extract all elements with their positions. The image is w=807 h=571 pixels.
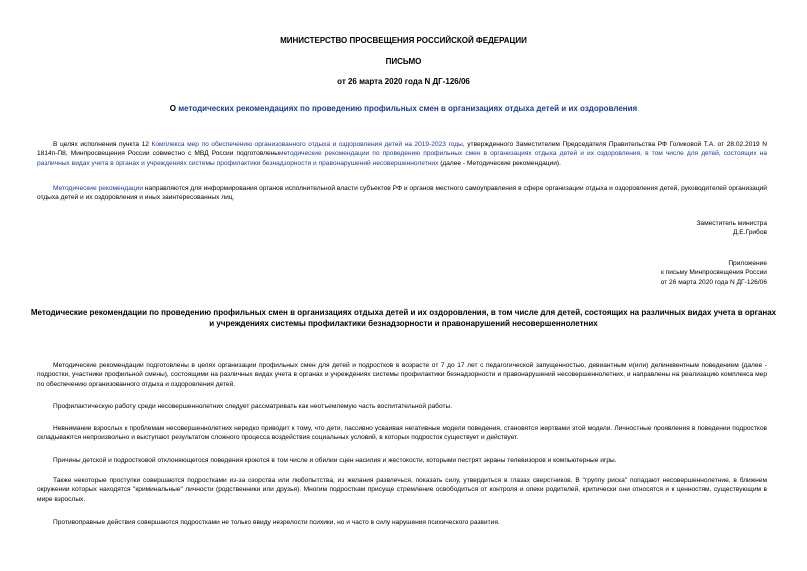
- complex-measures-link[interactable]: Комплекса мер по обеспечению организованного отдыха и оздоровления детей на 2019-2023 годы: [151, 141, 463, 148]
- recommendations-link[interactable]: Методические рекомендации: [53, 185, 144, 192]
- appendix-block: [661, 259, 767, 287]
- ministry-heading: МИНИСТЕРСТВО ПРОСВЕЩЕНИЯ РОССИЙСКОЙ ФЕДЕРАЦИИ: [280, 36, 527, 45]
- body-paragraph-3: Невнимание взрослых к проблемам несовершеннолетних нередко приводит к тому, что дети, пассивно усваивая негативные модели поведения, становятся жертвами этой модели. Личностные проявления в поведении подростков складываются непроизвольно и выступают результатом сложного процесса воздействия социальных условий, в которых подросток существует и действует.: [37, 425, 767, 442]
- body-paragraph-4: Причины детской и подростковой отклоняющегося поведения кроются в том числе и обилии сцен насилия и жестокости, которыми пестрят экраны телевизоров и компьютерные игры.: [53, 457, 617, 464]
- intro-text-2: , утвержденного Заместителем Председателя Правительства РФ Голиковой Т.А. от 28.02.2019 N 1814п-П8, Минпросвещения России совместно с МВД России подготовлены: [37, 141, 767, 158]
- subject-link[interactable]: методических рекомендациях по проведению профильных смен в организациях отдыха детей и их оздоровления: [178, 104, 638, 113]
- body-paragraph-5: Также некоторые проступки совершаются подростками из-за озорства или любопытства, из желания развлечься, показать силу, утвердиться в глазах сверстников. В "группу риска" попадают несовершеннолетние, в ближнем окружении которых находятся "криминальные" личности (родственники или друзья). Многим подросткам присуще стремление освободиться от контроля и опеки родителей, критически они относятся и к ценностям, существующим в мире взрослых.: [37, 477, 767, 503]
- intro-text-1: В целях исполнения пункта 12: [53, 141, 152, 148]
- paragraph-intro: [37, 140, 767, 168]
- signature-block: [696, 219, 767, 238]
- paragraph-distribution: [37, 184, 767, 203]
- distribution-text: направляются для информирования органов исполнительной власти субъектов РФ и органов местного самоуправления в сфере организации отдыха и оздоровления детей, руководителей организаций отдыха детей и их оздоровления и иных заинтересованных лиц.: [37, 185, 767, 202]
- body-paragraph-6: Противоправные действия совершаются подростками не только ввиду незрелости психики, но и часто в силу нарушения психического развития.: [53, 519, 500, 526]
- appendix-label: Приложение: [728, 260, 767, 267]
- intro-text-3: (далее - Методические рекомендации).: [438, 159, 561, 167]
- signature-position: Заместитель министра: [696, 220, 767, 227]
- signature-name: Д.Е.Грибов: [732, 229, 767, 237]
- doc-type-heading: ПИСЬМО: [385, 57, 422, 66]
- recommendations-title: Методические рекомендации по проведению профильных смен в организациях отдыха детей и их оздоровления, в том числе для детей, состоящих на различных видах учета в органах и учреждениях системы профилактики безнадзорности и правонарушений несовершеннолетних: [30, 308, 777, 328]
- body-paragraph-2: Профилактическую работу среди несовершеннолетних следует рассматривать как неотъемлемую часть воспитательной работы.: [53, 403, 453, 410]
- methodical-recommendations-link[interactable]: методические рекомендации по проведению профильных смен в организациях отдыха детей и их оздоровления, в том числе для детей, состоящих на различных видах учета в органах и учреждениях системы профилактики безнадзорности и правонарушений несовершеннолетних: [37, 150, 767, 167]
- body-paragraph-1: Методические рекомендации подготовлены в целях организации профильных смен для детей и подростков в возрасте от 7 до 17 лет с педагогической запущенностью, девиантным и(или) делинквентным поведением (далее - подростки, участники профильной смены), состоящими на различных видах учета в органах и учреждениях системы профилактики безнадзорности и правонарушений несовершеннолетних, и направлены на реализацию комплекса мер по обеспечению организованного отдыха и оздоровления детей.: [37, 362, 767, 388]
- subject-line: [0, 104, 807, 113]
- date-number-heading: от 26 марта 2020 года N ДГ-126/06: [337, 77, 470, 86]
- subject-prefix: О: [169, 104, 179, 113]
- appendix-date: от 26 марта 2020 года N ДГ-126/06: [660, 278, 767, 286]
- appendix-reference: к письму Минпросвещения России: [660, 269, 767, 277]
